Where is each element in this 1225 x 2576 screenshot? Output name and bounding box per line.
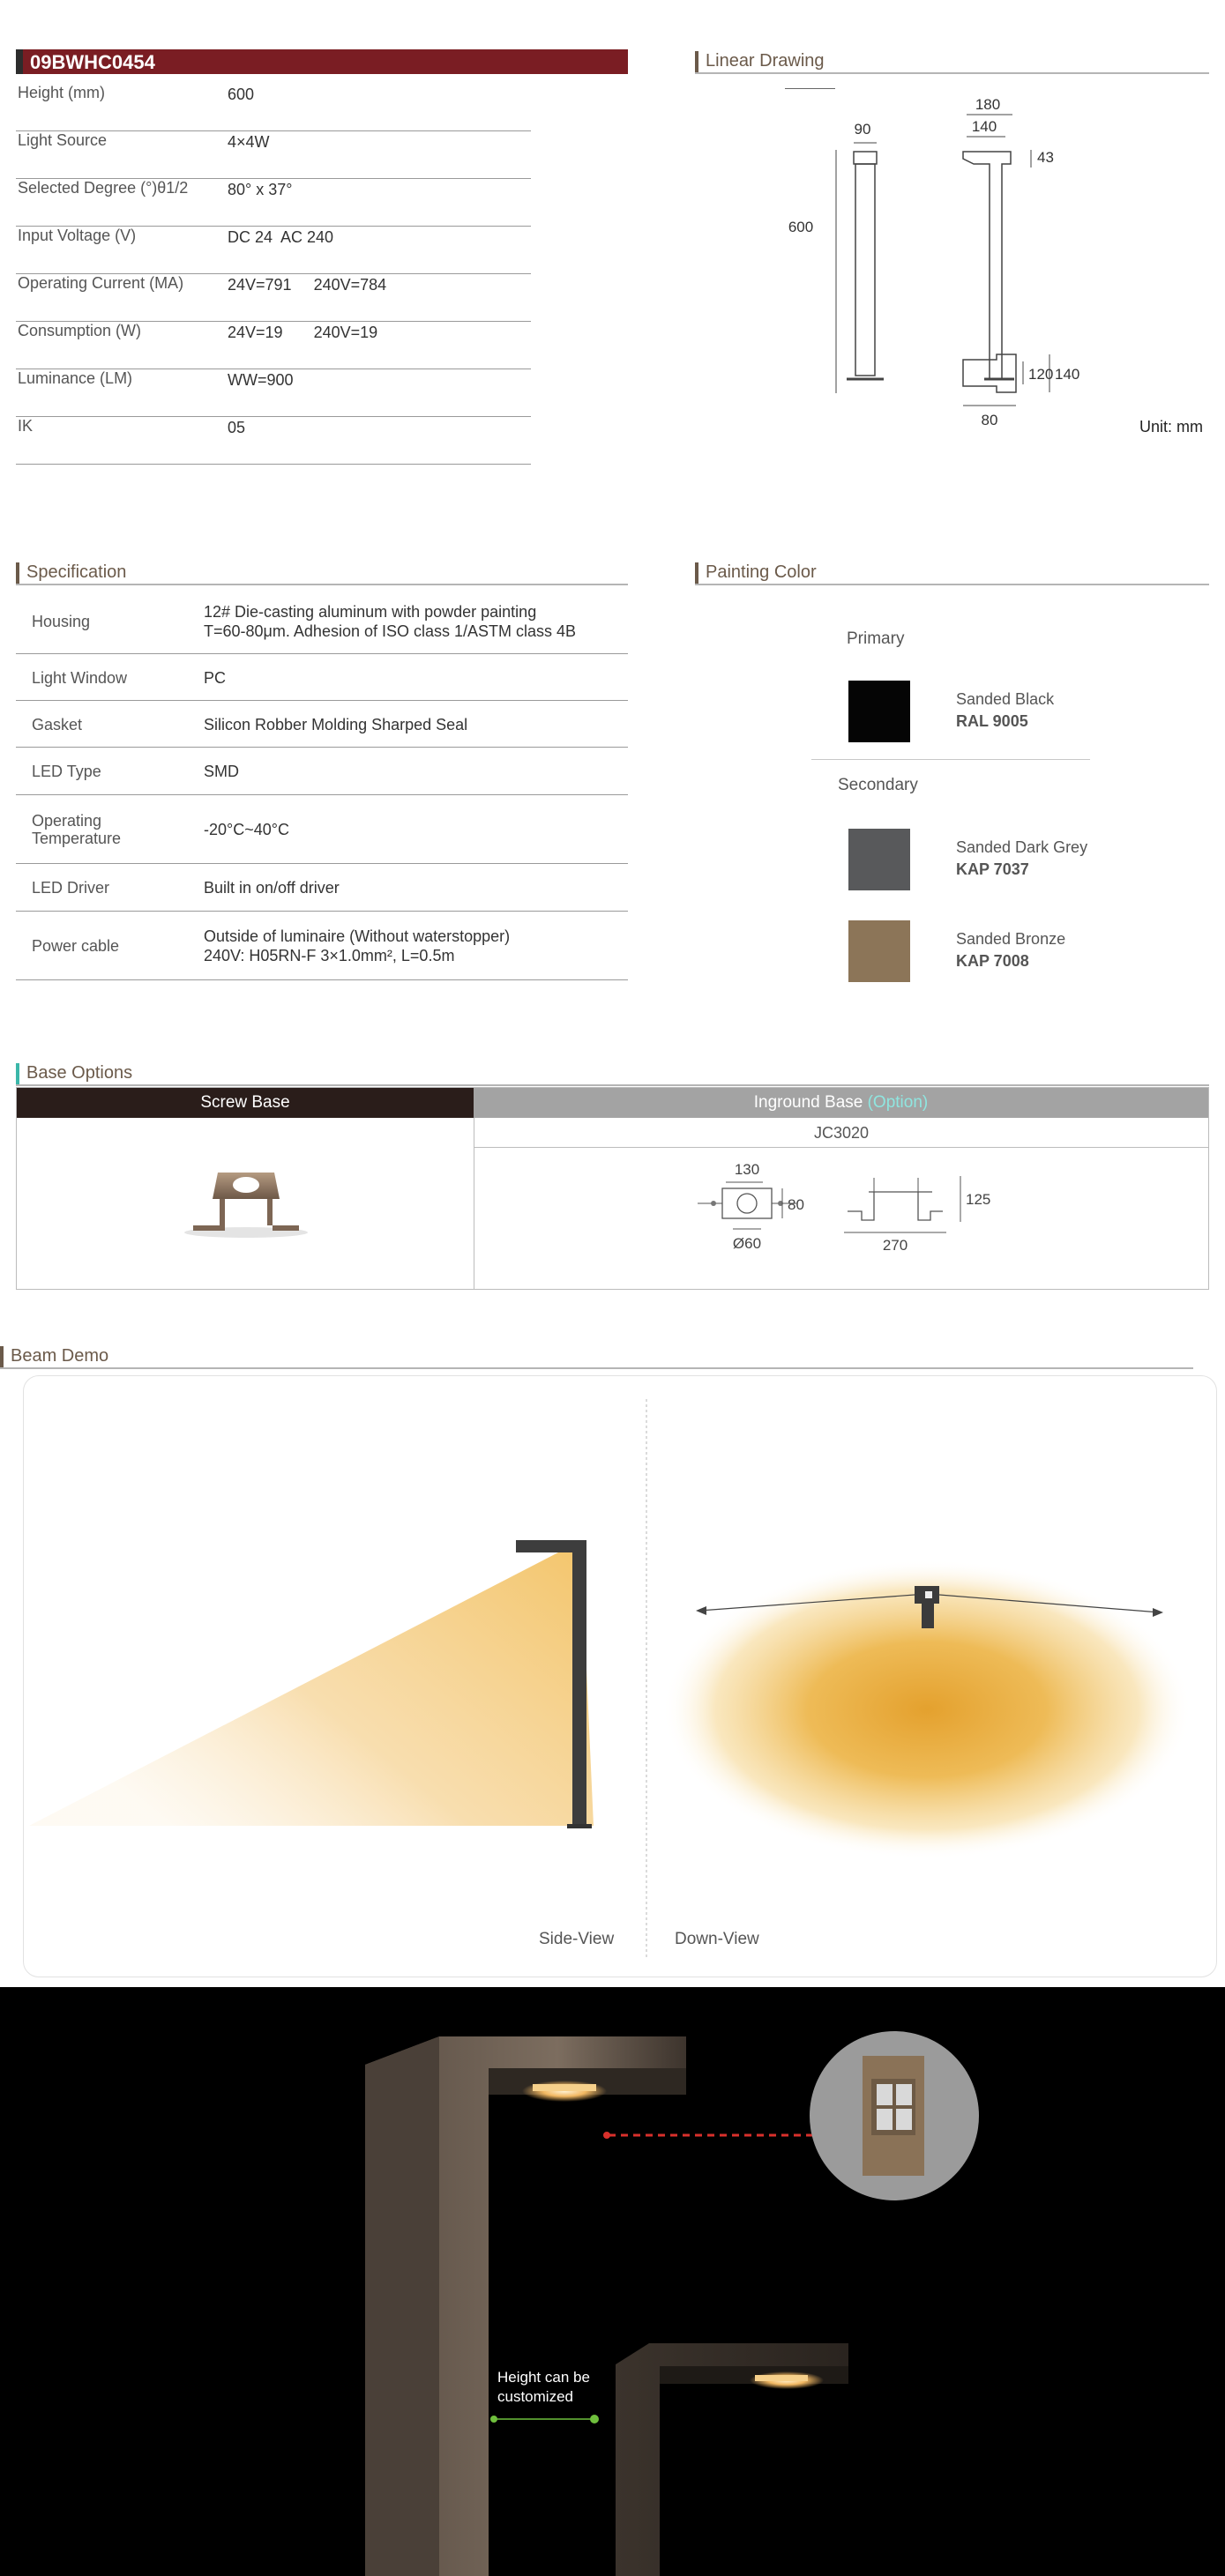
color-swatch — [848, 920, 910, 982]
color-name: Sanded Black — [956, 690, 1055, 708]
heading-bar — [16, 562, 19, 584]
param-row — [16, 84, 531, 131]
spec-label — [32, 812, 121, 847]
secondary-label: Secondary — [838, 776, 918, 794]
spec-label-line: Operating — [32, 812, 102, 830]
spec-label: LED Type — [32, 763, 101, 780]
param-value: 4×4W — [228, 133, 270, 151]
side-view-label: Side-View — [539, 1930, 615, 1948]
param-label: Luminance (LM) — [18, 369, 133, 387]
specification-title: Specification — [26, 562, 127, 582]
painting-color-title: Painting Color — [706, 562, 817, 582]
dim-140: 140 — [971, 118, 997, 135]
height-caption-line1: Height can be — [497, 2369, 590, 2386]
param-row — [16, 274, 531, 322]
color-name: Sanded Bronze — [956, 930, 1066, 948]
beam-demo-graphic — [24, 1376, 1216, 1977]
side-beam-cone — [29, 1552, 594, 1826]
painting-color-heading — [695, 561, 1209, 585]
primary-label: Primary — [847, 629, 905, 648]
param-value: DC 24 AC 240 — [228, 228, 334, 246]
inground-base-drawing — [696, 1158, 1119, 1282]
param-label: Height (mm) — [18, 84, 106, 101]
spec-row — [16, 748, 628, 795]
param-value: WW=900 — [228, 371, 294, 389]
spec-value-line: PC — [204, 668, 227, 687]
product-photo — [0, 1987, 1225, 2576]
beam-demo-heading — [0, 1344, 1193, 1369]
heading-bar — [695, 562, 698, 584]
base-options-title: Base Options — [26, 1063, 133, 1083]
param-row — [16, 417, 531, 465]
spec-value — [204, 668, 226, 688]
dim-130: 130 — [734, 1161, 760, 1178]
spec-value-line: -20°C~40°C — [204, 821, 289, 838]
spec-row — [16, 912, 628, 980]
height-caption — [497, 2368, 590, 2407]
screw-base-image — [167, 1164, 325, 1252]
down-fixture-pole — [922, 1602, 934, 1628]
param-value: 80° x 37° — [228, 181, 293, 198]
base-options-table — [16, 1087, 1209, 1290]
param-row — [16, 179, 531, 227]
beam-arrow-left — [696, 1606, 706, 1615]
spec-row — [16, 795, 628, 864]
inground-model: JC3020 — [474, 1118, 1208, 1148]
param-label: Operating Current (MA) — [18, 274, 184, 292]
spec-row — [16, 654, 628, 701]
param-value: 24V=791 240V=784 — [228, 276, 387, 294]
beam-demo-panel — [23, 1375, 1217, 1977]
color-swatch — [848, 681, 910, 742]
param-label: IK — [18, 417, 34, 435]
product-photo-graphic — [0, 1987, 1225, 2576]
spec-label: Light Window — [32, 668, 128, 687]
dim-90: 90 — [854, 121, 871, 138]
height-caption-line2: customized — [497, 2388, 573, 2405]
spec-label: LED Driver — [32, 879, 110, 897]
linear-drawing-heading — [695, 49, 1209, 74]
color-name: Sanded Dark Grey — [956, 838, 1088, 856]
param-value: 24V=19 240V=19 — [228, 324, 378, 341]
spec-value — [204, 927, 510, 965]
dim-180: 180 — [975, 96, 1001, 113]
color-code: KAP 7008 — [956, 952, 1029, 970]
param-value: 05 — [228, 419, 246, 436]
spec-row — [16, 701, 628, 748]
spec-value-line: 240V: H05RN-F 3×1.0mm², L=0.5m — [204, 947, 455, 964]
side-fixture-base — [567, 1824, 592, 1828]
color-divider — [811, 759, 1090, 760]
beam-demo-title: Beam Demo — [11, 1346, 109, 1366]
spec-value-line: SMD — [204, 763, 239, 780]
spec-value-line: T=60-80μm. Adhesion of ISO class 1/ASTM class 4B — [204, 622, 577, 640]
spec-row — [16, 864, 628, 912]
unit-label: Unit: mm — [1139, 418, 1203, 436]
dim-125: 125 — [966, 1191, 991, 1208]
product-code: 09BWHC0454 — [30, 51, 155, 73]
spec-value — [204, 762, 239, 781]
param-row — [16, 369, 531, 417]
screw-base-header: Screw Base — [17, 1088, 474, 1118]
param-label: Input Voltage (V) — [18, 227, 137, 244]
dim-140b: 140 — [1055, 366, 1080, 383]
option-label: (Option) — [867, 1093, 929, 1112]
dim-80: 80 — [981, 412, 998, 428]
spec-label-line: Temperature — [32, 830, 122, 847]
linear-drawing — [785, 88, 1120, 441]
param-value: 600 — [228, 86, 255, 103]
linear-drawing-title: Linear Drawing — [706, 51, 825, 71]
product-code-bar — [16, 49, 628, 74]
dim-80-base: 80 — [788, 1196, 804, 1213]
inground-base-header — [474, 1088, 1208, 1118]
beam-arrow-right — [1153, 1608, 1163, 1617]
spec-value — [204, 602, 576, 641]
heading-bar — [16, 1063, 19, 1084]
specification-heading — [16, 561, 628, 585]
dim-600: 600 — [788, 219, 814, 235]
param-row — [16, 227, 531, 274]
spec-value-line: Built in on/off driver — [204, 879, 340, 897]
dim-270: 270 — [882, 1237, 908, 1254]
dim-120: 120 — [1028, 366, 1054, 383]
spec-value-line: Outside of luminaire (Without waterstopper) — [204, 927, 511, 945]
spec-label: Power cable — [32, 937, 120, 955]
inground-base-label: Inground Base — [753, 1093, 868, 1112]
spec-value — [204, 715, 467, 734]
param-row — [16, 322, 531, 369]
dim-60: Ø60 — [732, 1235, 762, 1252]
param-row — [16, 131, 531, 179]
spec-row — [16, 589, 628, 654]
side-view-drawing — [963, 115, 1031, 379]
spec-value-line: 12# Die-casting aluminum with powder painting — [204, 603, 537, 621]
color-swatch — [848, 829, 910, 890]
spec-label: Housing — [32, 613, 91, 630]
spec-label: Gasket — [32, 715, 83, 733]
spec-value — [204, 820, 289, 839]
spec-value — [204, 878, 340, 897]
down-view-label: Down-View — [675, 1930, 759, 1948]
param-label: Light Source — [18, 131, 108, 149]
base-options-heading — [16, 1061, 1209, 1086]
param-label: Selected Degree (°)θ1/2 — [18, 179, 189, 197]
param-label: Consumption (W) — [18, 322, 142, 339]
spec-value-line: Silicon Robber Molding Sharped Seal — [204, 715, 468, 733]
code-bar-accent — [16, 49, 23, 74]
heading-bar — [0, 1346, 4, 1367]
color-code: RAL 9005 — [956, 712, 1028, 730]
dim-43: 43 — [1037, 149, 1054, 166]
color-code: KAP 7037 — [956, 860, 1029, 878]
side-fixture-pole — [572, 1549, 586, 1828]
heading-bar — [695, 51, 698, 72]
